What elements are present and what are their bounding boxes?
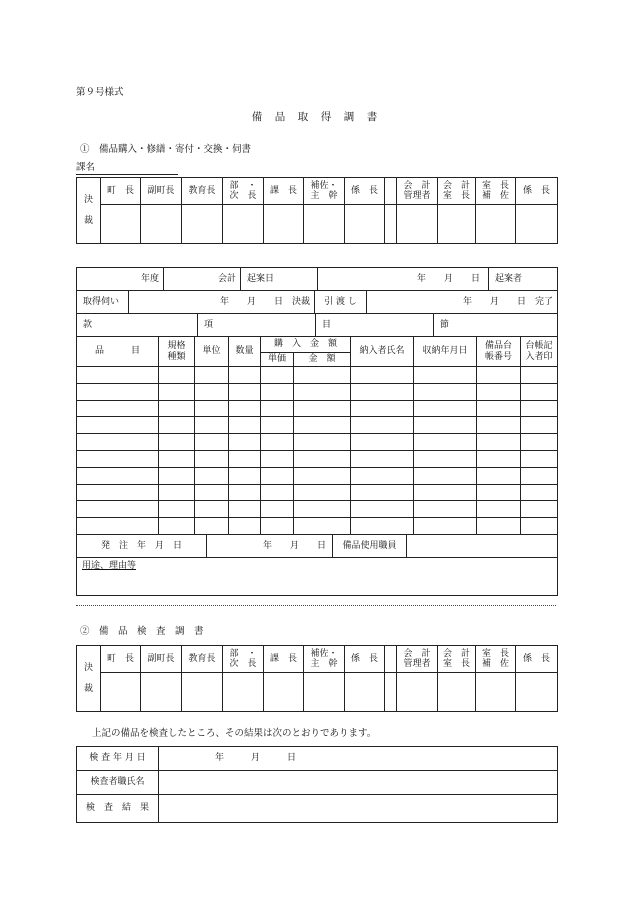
item-cell[interactable] — [77, 501, 159, 518]
item-cell[interactable] — [521, 400, 558, 417]
approval-col-header: 会 計 管理者 — [397, 646, 438, 673]
item-cell[interactable] — [294, 400, 351, 417]
approval-col-header: 会 計 室 長 — [438, 646, 476, 673]
item-cell[interactable] — [261, 518, 294, 535]
item-cell[interactable] — [294, 518, 351, 535]
item-row — [77, 383, 558, 400]
item-cell[interactable] — [351, 518, 414, 535]
item-cell[interactable] — [261, 434, 294, 451]
col-delivery-date: 収納年月日 — [414, 337, 477, 367]
item-cell[interactable] — [414, 450, 477, 467]
item-cell[interactable] — [77, 450, 159, 467]
inspector-name-label: 検査者職氏名 — [77, 771, 159, 795]
col-total: 金 額 — [294, 353, 351, 367]
kan-label: 款 — [77, 314, 198, 337]
item-cell[interactable] — [414, 383, 477, 400]
page-title: 備 品 取 得 調 書 — [251, 111, 379, 123]
kou-label: 項 — [198, 314, 316, 337]
item-cell[interactable] — [477, 434, 521, 451]
item-cell[interactable] — [159, 450, 195, 467]
seal-cell[interactable] — [397, 673, 438, 712]
item-cell[interactable] — [414, 434, 477, 451]
item-cell[interactable] — [195, 417, 229, 434]
item-cell[interactable] — [229, 400, 261, 417]
moku-label: 目 — [316, 314, 434, 337]
seal-cell[interactable] — [182, 673, 223, 712]
seal-cell[interactable] — [223, 205, 264, 244]
order-date-value[interactable]: 年 月 日 — [207, 535, 333, 558]
order-table — [76, 534, 558, 596]
item-cell[interactable] — [195, 518, 229, 535]
request-date[interactable]: 年 月 日 決裁 — [129, 291, 315, 314]
approval-col-header: 課 長 — [264, 178, 304, 205]
item-cell[interactable] — [159, 400, 195, 417]
item-row — [77, 400, 558, 417]
item-cell[interactable] — [294, 434, 351, 451]
item-cell[interactable] — [477, 467, 521, 484]
approval-col-header: 係 長 — [516, 178, 558, 205]
item-cell[interactable] — [261, 450, 294, 467]
seal-cell[interactable] — [264, 673, 304, 712]
approval-col-header: 町 長 — [101, 646, 141, 673]
seal-cell[interactable] — [516, 205, 558, 244]
item-cell[interactable] — [195, 367, 229, 384]
approval-spacer — [385, 673, 397, 712]
budget-table — [76, 313, 558, 337]
seal-cell[interactable] — [397, 205, 438, 244]
drafter-label: 起案者 — [489, 268, 558, 291]
item-cell[interactable] — [261, 467, 294, 484]
approval-col-header: 係 長 — [345, 646, 385, 673]
seal-cell[interactable] — [101, 205, 141, 244]
seal-cell[interactable] — [345, 205, 385, 244]
item-cell[interactable] — [159, 434, 195, 451]
item-row — [77, 367, 558, 384]
item-cell[interactable] — [477, 501, 521, 518]
item-cell[interactable] — [195, 467, 229, 484]
col-item: 品 目 — [77, 337, 159, 367]
item-cell[interactable] — [351, 450, 414, 467]
seal-cell[interactable] — [182, 205, 223, 244]
item-cell[interactable] — [77, 434, 159, 451]
col-ledger-seal: 台帳記 入者印 — [521, 337, 558, 367]
approval-col-header: 会 計 管理者 — [397, 178, 438, 205]
cut-line — [76, 605, 556, 606]
item-cell[interactable] — [521, 501, 558, 518]
item-cell[interactable] — [351, 467, 414, 484]
item-cell[interactable] — [77, 484, 159, 501]
item-cell[interactable] — [351, 383, 414, 400]
approval-col-header: 副町長 — [141, 646, 182, 673]
item-cell[interactable] — [477, 417, 521, 434]
item-cell[interactable] — [414, 417, 477, 434]
item-cell[interactable] — [261, 367, 294, 384]
item-cell[interactable] — [294, 467, 351, 484]
item-cell[interactable] — [294, 501, 351, 518]
item-cell[interactable] — [261, 383, 294, 400]
item-row — [77, 450, 558, 467]
approval-label: 決 裁 — [77, 178, 101, 244]
approval-col-header: 教育長 — [182, 646, 223, 673]
approval-label: 決 裁 — [77, 646, 101, 712]
col-ledger-no: 備品台 帳番号 — [477, 337, 521, 367]
item-cell[interactable] — [477, 383, 521, 400]
col-qty: 数量 — [229, 337, 261, 367]
item-cell[interactable] — [351, 367, 414, 384]
fiscal-year-label: 年度 — [77, 268, 164, 291]
seal-cell[interactable] — [438, 673, 476, 712]
approval-spacer — [385, 646, 397, 673]
item-cell[interactable] — [159, 367, 195, 384]
item-cell[interactable] — [477, 450, 521, 467]
approval-col-header: 係 長 — [516, 646, 558, 673]
dept-label: 課名 — [76, 162, 96, 173]
inspection-date-label: 検 査 年 月 日 — [77, 747, 159, 771]
draft-date-value[interactable]: 年 月 日 — [318, 268, 489, 291]
approval-table-2 — [76, 645, 558, 712]
item-cell[interactable] — [261, 400, 294, 417]
handover-date[interactable]: 年 月 日 完了 — [367, 291, 558, 314]
item-cell[interactable] — [414, 467, 477, 484]
account-label: 会計 — [164, 268, 241, 291]
item-cell[interactable] — [229, 484, 261, 501]
item-cell[interactable] — [521, 467, 558, 484]
approval-col-header: 補佐・ 主 幹 — [304, 178, 345, 205]
item-cell[interactable] — [229, 467, 261, 484]
col-supplier: 納入者氏名 — [351, 337, 414, 367]
approval-col-header: 室 長 補 佐 — [476, 178, 516, 205]
approval-spacer — [385, 205, 397, 244]
col-unit-price: 単価 — [261, 353, 294, 367]
approval-col-header: 会 計 室 長 — [438, 178, 476, 205]
item-cell[interactable] — [521, 450, 558, 467]
form-number: 第９号様式 — [76, 87, 124, 98]
item-cell[interactable] — [351, 417, 414, 434]
purpose-field[interactable]: 用途、理由等 — [77, 558, 558, 596]
approval-table-1 — [76, 177, 558, 244]
item-cell[interactable] — [294, 383, 351, 400]
col-unit: 単位 — [195, 337, 229, 367]
item-cell[interactable] — [229, 518, 261, 535]
item-cell[interactable] — [229, 434, 261, 451]
item-cell[interactable] — [414, 400, 477, 417]
item-cell[interactable] — [77, 417, 159, 434]
item-cell[interactable] — [521, 518, 558, 535]
item-cell[interactable] — [195, 501, 229, 518]
item-cell[interactable] — [261, 501, 294, 518]
item-cell[interactable] — [159, 501, 195, 518]
item-cell[interactable] — [159, 467, 195, 484]
item-cell[interactable] — [195, 484, 229, 501]
item-cell[interactable] — [351, 434, 414, 451]
approval-col-header: 補佐・ 主 幹 — [304, 646, 345, 673]
seal-cell[interactable] — [516, 673, 558, 712]
approval-col-header: 室 長 補 佐 — [476, 646, 516, 673]
item-cell[interactable] — [351, 484, 414, 501]
item-row — [77, 467, 558, 484]
item-cell[interactable] — [414, 484, 477, 501]
seal-cell[interactable] — [304, 673, 345, 712]
item-cell[interactable] — [521, 417, 558, 434]
main-info-table — [76, 267, 558, 291]
inspection-result-label: 検 査 結 果 — [77, 795, 159, 823]
inspector-name-field[interactable] — [159, 771, 558, 795]
seal-cell[interactable] — [264, 205, 304, 244]
approval-col-header: 副町長 — [141, 178, 182, 205]
item-cell[interactable] — [294, 367, 351, 384]
draft-date-label: 起案日 — [241, 268, 318, 291]
item-cell[interactable] — [261, 484, 294, 501]
col-amount: 購 入 金 額 — [261, 337, 351, 353]
item-cell[interactable] — [77, 383, 159, 400]
item-cell[interactable] — [414, 501, 477, 518]
approval-col-header: 部 ・ 次 長 — [223, 178, 264, 205]
item-cell[interactable] — [195, 450, 229, 467]
item-cell[interactable] — [77, 518, 159, 535]
item-cell[interactable] — [195, 400, 229, 417]
seal-cell[interactable] — [476, 673, 516, 712]
item-cell[interactable] — [477, 484, 521, 501]
seal-cell[interactable] — [223, 673, 264, 712]
main-info-table-2 — [76, 290, 558, 314]
approval-col-header: 教育長 — [182, 178, 223, 205]
approval-col-header: 部 ・ 次 長 — [223, 646, 264, 673]
seal-cell[interactable] — [101, 673, 141, 712]
item-cell[interactable] — [414, 518, 477, 535]
inspection-table — [76, 746, 558, 823]
section2-heading: ② 備 品 検 査 調 書 — [80, 626, 204, 637]
col-spec: 規格 種類 — [159, 337, 195, 367]
inspection-result-field[interactable] — [159, 795, 558, 823]
item-cell[interactable] — [351, 400, 414, 417]
item-cell[interactable] — [521, 367, 558, 384]
item-row — [77, 501, 558, 518]
item-cell[interactable] — [477, 518, 521, 535]
item-cell[interactable] — [229, 417, 261, 434]
item-cell[interactable] — [477, 400, 521, 417]
item-cell[interactable] — [521, 383, 558, 400]
item-cell[interactable] — [294, 417, 351, 434]
item-cell[interactable] — [477, 367, 521, 384]
equipment-user-label: 備品使用職員 — [333, 535, 407, 558]
items-table — [76, 336, 558, 535]
item-cell[interactable] — [77, 367, 159, 384]
order-date-label: 発 注 年 月 日 — [77, 535, 207, 558]
item-cell[interactable] — [521, 434, 558, 451]
item-cell[interactable] — [159, 383, 195, 400]
item-cell[interactable] — [77, 467, 159, 484]
item-cell[interactable] — [351, 501, 414, 518]
seal-cell[interactable] — [141, 205, 182, 244]
approval-col-header: 課 長 — [264, 646, 304, 673]
seal-cell[interactable] — [141, 673, 182, 712]
item-cell[interactable] — [159, 484, 195, 501]
item-cell[interactable] — [229, 501, 261, 518]
seal-cell[interactable] — [304, 205, 345, 244]
item-cell[interactable] — [261, 417, 294, 434]
approval-col-header: 係 長 — [345, 178, 385, 205]
item-cell[interactable] — [159, 417, 195, 434]
section1-heading: ① 備品購入・修繕・寄付・交換・伺書 — [80, 144, 252, 155]
setsu-label: 節 — [434, 314, 558, 337]
inspection-date-value[interactable]: 年 月 日 — [159, 747, 558, 771]
request-label: 取得伺い — [77, 291, 129, 314]
equipment-user-field[interactable] — [407, 535, 558, 558]
seal-cell[interactable] — [438, 205, 476, 244]
item-cell[interactable] — [229, 450, 261, 467]
item-cell[interactable] — [414, 367, 477, 384]
dept-name-field[interactable] — [76, 163, 178, 175]
item-cell[interactable] — [77, 400, 159, 417]
item-row — [77, 518, 558, 535]
item-row — [77, 417, 558, 434]
item-row — [77, 434, 558, 451]
handover-label: 引 渡 し — [315, 291, 367, 314]
seal-cell[interactable] — [476, 205, 516, 244]
item-cell[interactable] — [229, 383, 261, 400]
item-cell[interactable] — [294, 450, 351, 467]
item-cell[interactable] — [195, 434, 229, 451]
item-cell[interactable] — [195, 383, 229, 400]
item-cell[interactable] — [229, 367, 261, 384]
item-row — [77, 484, 558, 501]
approval-spacer — [385, 178, 397, 205]
seal-cell[interactable] — [345, 673, 385, 712]
item-cell[interactable] — [294, 484, 351, 501]
item-cell[interactable] — [521, 484, 558, 501]
approval-col-header: 町 長 — [101, 178, 141, 205]
inspection-statement: 上記の備品を検査したところ、その結果は次のとおりであります。 — [92, 728, 377, 739]
item-cell[interactable] — [159, 518, 195, 535]
